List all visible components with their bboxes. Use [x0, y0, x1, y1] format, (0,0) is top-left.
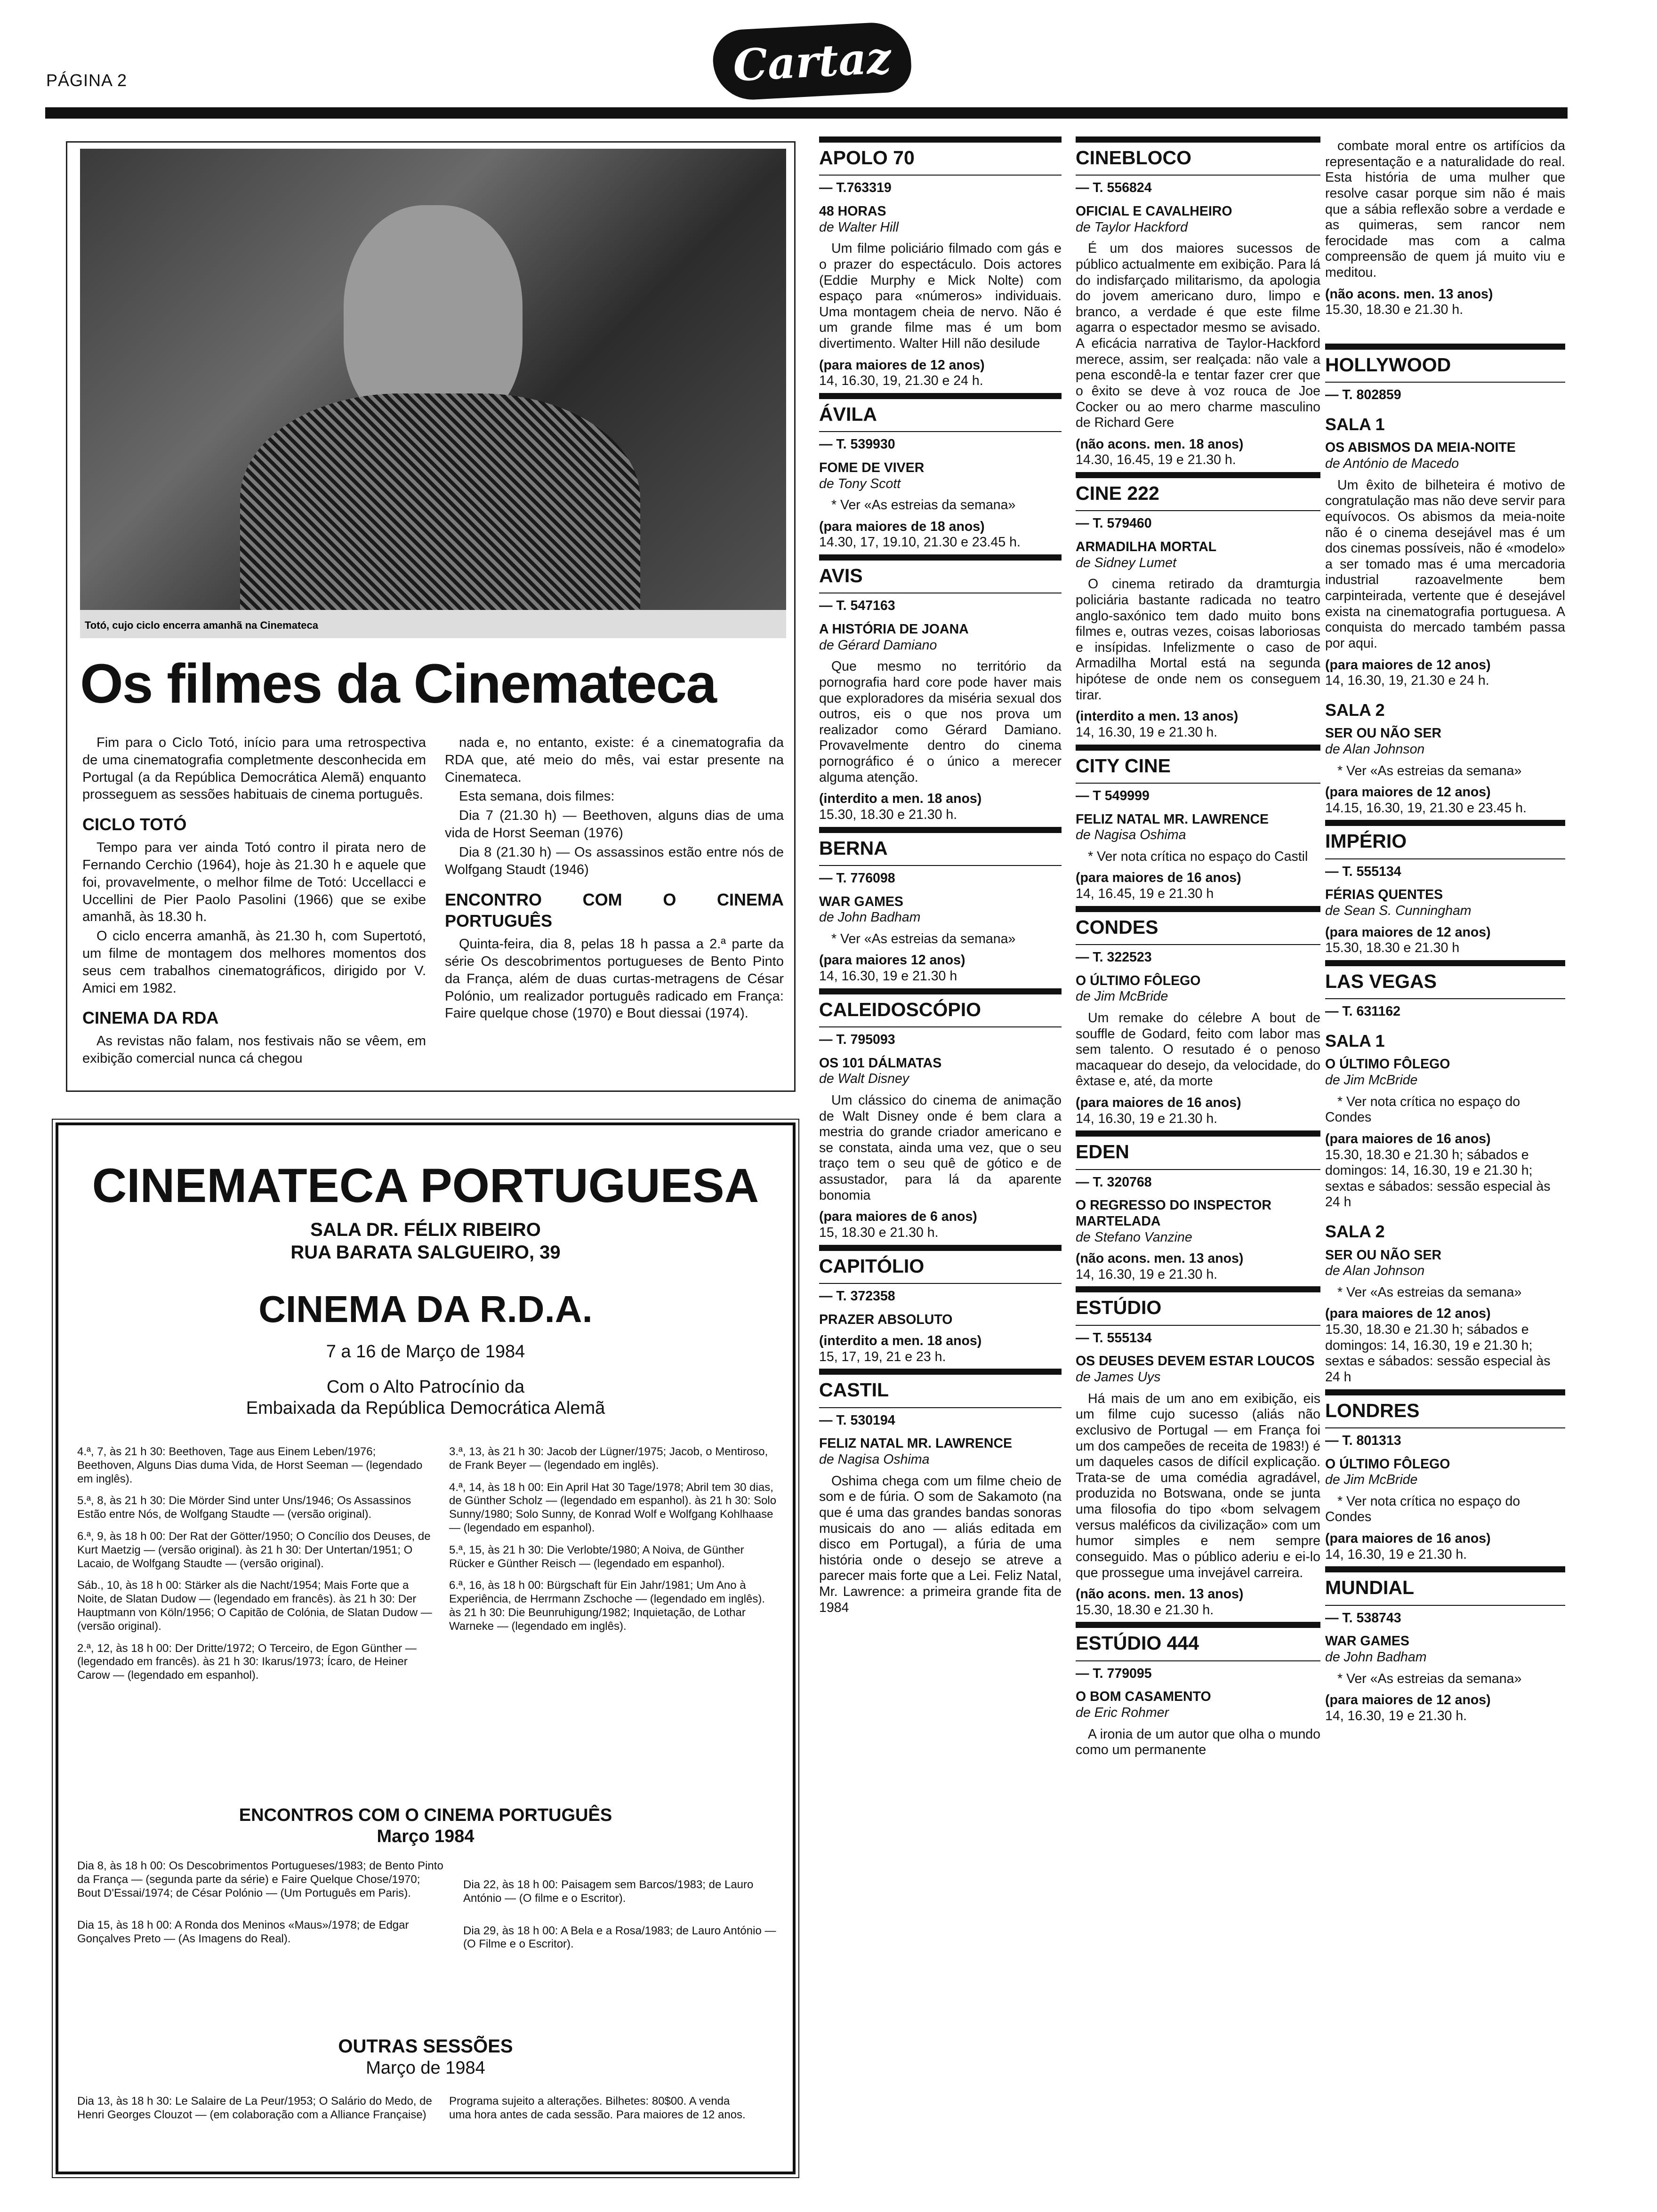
age-rating: (para maiores de 12 anos): [1325, 785, 1491, 800]
program-entry: 5.ª, 8, às 21 h 30: Die Mörder Sind unter Uns/1946; Os Assassinos Estão entre Nós, de Wolfgang Staudte — (versão original).: [77, 1494, 411, 1521]
film-review: Um êxito de bilheteira é motivo de congratulação mas não deve servir para equívocos. Os abismos da meia-noite não é o cinema desejável mas é um dos cinemas possíveis, não é «modelo» a ser tomado mas é uma mercadoria industrial razoavelmente bem carpinteirada, vertente que é desejável exista na cinematografia portuguesa. A conquista do mercado também passa por aqui.: [1325, 477, 1565, 651]
cinema-name: CITY CINE: [1076, 745, 1320, 780]
film-review: Que mesmo no território da pornografia hard core pode haver mais que exploradores da miséria sexual dos outros, eis o que nos prova um realizador como Gérard Damiano. Provavelmente dentro do cinema pornográfico é o único a merecer alguma atenção.: [819, 659, 1062, 785]
showtimes: 14, 16.30, 19, 21.30 e 24 h.: [819, 373, 983, 389]
film-title: FELIZ NATAL MR. LAWRENCE: [1076, 811, 1269, 827]
program-entry: 2.ª, 12, às 18 h 00: Der Dritte/1972; O Terceiro, de Egon Günther — (legendado em francês). às 21 h 30: Ikarus/1973; Ícaro, de Heiner Carow — (legendado em espanhol).: [77, 1642, 417, 1682]
film-director: de Gérard Damiano: [819, 637, 937, 653]
phone-number: — T. 779095: [1076, 1660, 1320, 1682]
age-rating: (para maiores de 16 anos): [1325, 1531, 1491, 1546]
film-director: de John Badham: [819, 910, 921, 925]
showtimes: 14, 16.30, 19 e 21.30 h.: [1325, 1547, 1467, 1562]
age-rating: (para maiores de 6 anos): [819, 1209, 977, 1225]
feature-photo: [80, 149, 786, 638]
cinema-name: CASTIL: [819, 1369, 1062, 1404]
ad-program-left: [77, 1445, 435, 1691]
program-entry: 6.ª, 16, às 18 h 00: Bürgschaft für Ein Jahr/1981; Um Ano à Experiência, de Herrmann Zschoche — (legendado em inglês). às 21 h 30: Die Beunruhigung/1982; Inquietação, de Lothar Warneke — (legendado em inglês).: [449, 1579, 765, 1633]
feature-paragraph: nada e, no entanto, existe: é a cinematografia da RDA que, até meio do mês, vai estar presente na Cinemateca.: [445, 735, 784, 785]
cinema-name: LAS VEGAS: [1325, 960, 1565, 995]
showtimes: 14, 16.30, 19 e 21.30 h.: [1325, 1708, 1467, 1723]
program-entry: Dia 29, às 18 h 00: A Bela e a Rosa/1983; de Lauro António — (O Filme e o Escritor).: [463, 1924, 776, 1951]
film-review: A ironia de um autor que olha o mundo como um permanente: [1076, 1726, 1320, 1758]
feature-subhead: CICLO TOTÓ: [82, 815, 187, 834]
ad-outras-title: OUTRAS SESSÕES: [338, 2036, 513, 2057]
cinema-name: HOLLYWOOD: [1325, 344, 1565, 379]
screen-label: SALA 2: [1325, 700, 1385, 720]
film-title: OFICIAL E CAVALHEIRO: [1076, 204, 1232, 219]
feature-paragraph: As revistas não falam, nos festivais não se vêem, em exibição comercial nunca cá chegou: [82, 1034, 426, 1066]
phone-number: — T. 547163: [819, 593, 1062, 614]
film-director: de Walter Hill: [819, 219, 899, 235]
age-rating: (para maiores de 16 anos): [1325, 1131, 1491, 1146]
film-title: O ÚLTIMO FÔLEGO: [1325, 1456, 1450, 1472]
showtimes: 15.30, 18.30 e 21.30 h.: [1325, 302, 1464, 318]
listing-column-2: [1076, 133, 1320, 1764]
film-title: O BOM CASAMENTO: [1076, 1689, 1211, 1705]
feature-subhead: CINEMA DA RDA: [82, 1008, 219, 1028]
age-rating: (não acons. men. 18 anos): [1076, 436, 1244, 452]
film-director: de Walt Disney: [819, 1071, 909, 1087]
film-title: WAR GAMES: [1325, 1634, 1409, 1649]
feature-col-1: [82, 734, 426, 1069]
film-review: Um clássico do cinema de animação de Walt Disney onde é bem clara a mestria do grande criador americano e se constata, ainda uma vez, que o seu traço tem o seu quê de gótico e de assustador, para lá da aparente bonomia: [819, 1092, 1062, 1203]
feature-paragraph: Quinta-feira, dia 8, pelas 18 h passa a 2.ª parte da série Os descobrimentos portugueses de Bento Pinto da França, além de duas curtas-metragens de César Polónio, um realizador português radicado em França: Faire quelque chose (1970) e Bout diessai (1974).: [445, 937, 784, 1021]
film-review: O cinema retirado da dramturgia policiária bastante radicada no teatro anglo-saxónico tem dado muito bons filmes e, outras vezes, coisas laboriosas e insípidas. Infelizmente o caso de Armadilha Mortal está na segunda hipótese de onde nem os conseguem tirar.: [1076, 577, 1320, 703]
ad-outras-date: Março de 1984: [366, 2058, 485, 2078]
showtimes: 14, 16.30, 19 e 21.30 h.: [1076, 1111, 1218, 1126]
cinemateca-ad: [56, 1122, 796, 2174]
program-entry: 4.ª, 7, às 21 h 30: Beethoven, Tage aus Einem Leben/1976; Beethoven, Alguns Dias duma Vida, de Horst Seeman — (legendado em inglês).: [77, 1445, 423, 1485]
see-note: * Ver «As estreias da semana»: [1337, 1671, 1522, 1686]
film-director: de Sidney Lumet: [1076, 555, 1176, 570]
showtimes: 14.15, 16.30, 19, 21.30 e 23.45 h.: [1325, 800, 1527, 816]
screen-label: SALA 2: [1325, 1222, 1385, 1242]
phone-number: — T. 530194: [819, 1407, 1062, 1429]
phone-number: — T. 776098: [819, 865, 1062, 887]
cinema-name: BERNA: [819, 827, 1062, 862]
film-director: de Jim McBride: [1076, 989, 1168, 1004]
phone-number: — T.763319: [819, 175, 1062, 196]
see-note: * Ver «As estreias da semana»: [831, 931, 1016, 946]
cinema-name: CINE 222: [1076, 472, 1320, 507]
program-entry: 3.ª, 13, às 21 h 30: Jacob der Lügner/1975; Jacob, o Mentiroso, de Frank Beyer — (legendado em inglês).: [449, 1445, 768, 1472]
age-rating: (para maiores 12 anos): [819, 953, 965, 968]
ad-venue-1: SALA DR. FÉLIX RIBEIRO: [310, 1219, 541, 1240]
film-title: O REGRESSO DO INSPECTOR MARTELADA: [1076, 1198, 1271, 1229]
age-rating: (para maiores de 12 anos): [1325, 924, 1491, 940]
phone-number: — T. 801313: [1325, 1427, 1565, 1449]
showtimes: 14.30, 17, 19.10, 21.30 e 23.45 h.: [819, 535, 1021, 550]
phone-number: — T. 579460: [1076, 510, 1320, 532]
showtimes: 15.30, 18.30 e 21.30 h; sábados e domingos: 14, 16.30, 19 e 21.30 h; sextas e sábados: sessão especial às 24 h: [1325, 1322, 1551, 1385]
age-rating: (para maiores de 12 anos): [819, 357, 985, 373]
cinema-name: LONDRES: [1325, 1389, 1565, 1425]
program-entry: Dia 15, às 18 h 00: A Ronda dos Meninos «Maus»/1978; de Edgar Gonçalves Preto — (As Imagens do Real).: [77, 1919, 409, 1946]
film-title: O ÚLTIMO FÔLEGO: [1076, 973, 1201, 988]
feature-paragraph: Esta semana, dois filmes:: [459, 789, 615, 804]
age-rating: (para maiores de 16 anos): [1076, 1095, 1241, 1110]
phone-number: — T. 538743: [1325, 1605, 1565, 1627]
phone-number: — T. 631162: [1325, 998, 1565, 1020]
ad-encontros-title: ENCONTROS COM O CINEMA PORTUGUÊS: [239, 1805, 612, 1825]
film-title: 48 HORAS: [819, 204, 886, 219]
showtimes: 14, 16.30, 19, 21.30 e 24 h.: [1325, 673, 1489, 689]
film-title: FELIZ NATAL MR. LAWRENCE: [819, 1436, 1013, 1451]
film-review: É um dos maiores sucessos de público actualmente em exibição. Para lá do indisfarçado militarismo, da apologia do jovem americano duro, limpo e branco, a verdade é que este filme agarra o espectador mesmo se avisado. A eficácia narrativa de Taylor-Hackford merece, assim, ser realçada: não vale a pena escondê-la e tentar fazer crer que o êxito se deve à voz rouca de Joe Cocker ou ao mero charme masculino de Richard Gere: [1076, 241, 1320, 431]
feature-paragraph: Tempo para ver ainda Totó contro il pirata nero de Fernando Cerchio (1964), hoje às 21.30 h e aquele que foi, provavelmente, o melhor filme de Totó: Uccellacci e Uccellini de Pier Paolo Pasolini (1966) que se exibe amanhã, às 18.30 h.: [82, 840, 426, 925]
ad-program-right: [449, 1445, 779, 1642]
showtimes: 15, 17, 19, 21 e 23 h.: [819, 1349, 946, 1364]
age-rating: (interdito a men. 18 anos): [819, 1333, 982, 1349]
film-review: Um remake do célebre A bout de souffle de Godard, feito com labor mas sem talento. O resutado é o penoso macaquear do desejo, da velocidade, do êxtase e, até, da morte: [1076, 1010, 1320, 1089]
film-review: Há mais de um ano em exibição, eis um filme cujo sucesso (aliás não exclusivo de Portugal — em França foi um dos campeões de receita de 1983!) é um daqueles casos de difícil explicação. Trata-se de uma comédia agradável, produzida no Botswana, onde se junta uma filosofia do tipo «bom selvagem versus maléficos da civilização» com um humor simples e nem sempre conseguido. Mas o público aderiu e ei-lo que prossegue uma invejável carreira.: [1076, 1391, 1320, 1580]
feature-headline: Os filmes da Cinemateca: [80, 653, 716, 715]
ad-venue-2: RUA BARATA SALGUEIRO, 39: [290, 1242, 561, 1263]
ad-encontros-left: [77, 1859, 444, 1965]
feature-paragraph: Fim para o Ciclo Totó, início para uma retrospectiva de uma cinematografia completmente desconhecida em Portugal (a da República Democrática Alemã) enquanto prosseguem as sessões habituais de cinema português.: [82, 735, 426, 802]
film-director: de Jim McBride: [1325, 1073, 1418, 1088]
showtimes: 15.30, 18.30 e 21.30 h: [1325, 940, 1460, 956]
film-title: A HISTÓRIA DE JOANA: [819, 622, 969, 637]
feature-subhead: ENCONTRO COM O CINEMA PORTUGUÊS: [445, 890, 784, 931]
screen-label: SALA 1: [1325, 1031, 1385, 1050]
program-entry: 4.ª, 14, às 18 h 00: Ein April Hat 30 Tage/1978; Abril tem 30 dias, de Günther Scholz — (legendado em espanhol). às 21 h 30: Solo Sunny/1980; Solo Sunny, de Konrad Wolf e Wolfgang Kohlhaase — (legendado em espanhol).: [449, 1481, 777, 1534]
ad-patron-2: Embaixada da República Democrática Alemã: [246, 1398, 605, 1418]
film-title: SER OU NÃO SER: [1325, 726, 1442, 741]
see-note: * Ver «As estreias da semana»: [1337, 1284, 1522, 1300]
phone-number: — T. 555134: [1076, 1325, 1320, 1346]
phone-number: — T 549999: [1076, 783, 1320, 804]
film-title: O ÚLTIMO FÔLEGO: [1325, 1057, 1450, 1072]
film-director: de Tony Scott: [819, 476, 901, 491]
ad-title: CINEMATECA PORTUGUESA: [92, 1159, 759, 1212]
listing-column-1: [819, 133, 1062, 1621]
phone-number: — T. 320768: [1076, 1169, 1320, 1191]
film-title: SER OU NÃO SER: [1325, 1247, 1442, 1263]
ad-patron-1: Com o Alto Patrocínio da: [326, 1377, 525, 1397]
ad-cycle: CINEMA DA R.D.A.: [258, 1288, 593, 1330]
ad-dates: 7 a 16 de Março de 1984: [326, 1342, 525, 1362]
phone-number: — T. 556824: [1076, 175, 1320, 196]
cinema-name: ÁVILA: [819, 393, 1062, 428]
ad-outras-right: Programa sujeito a alterações. Bilhetes: 80$00. A venda uma hora antes de cada sessão. Para maiores de 12 anos.: [449, 2095, 746, 2121]
phone-number: — T. 795093: [819, 1026, 1062, 1048]
photo-caption: Totó, cujo ciclo encerra amanhã na Cinemateca: [85, 619, 318, 631]
cinema-name: ESTÚDIO 444: [1076, 1622, 1320, 1657]
film-director: de Alan Johnson: [1325, 1263, 1425, 1279]
film-director: de Nagisa Oshima: [819, 1452, 930, 1467]
cinema-name: CALEIDOSCÓPIO: [819, 988, 1062, 1024]
listing-column-3-head: [1325, 133, 1565, 322]
feature-paragraph: O ciclo encerra amanhã, às 21.30 h, com Supertotó, um filme de montagem dos melhores momentos dos seus cem trabalhos cinematográficos, dirigido por V. Amici em 1982.: [82, 929, 426, 996]
film-title: FOME DE VIVER: [819, 460, 925, 475]
see-note: * Ver «As estreias da semana»: [831, 497, 1016, 513]
film-director: de Sean S. Cunningham: [1325, 903, 1472, 919]
cinema-name: ESTÚDIO: [1076, 1286, 1320, 1322]
cinema-name: EDEN: [1076, 1130, 1320, 1166]
cinema-name: APOLO 70: [819, 136, 1062, 172]
film-director: de Jim McBride: [1325, 1472, 1418, 1488]
age-rating: (para maiores de 18 anos): [819, 519, 985, 534]
ad-encontros-right: [463, 1878, 783, 1970]
film-director: de Nagisa Oshima: [1076, 827, 1186, 843]
age-rating: (não acons. men. 13 anos): [1076, 1587, 1244, 1602]
cinema-name: AVIS: [819, 554, 1062, 590]
age-rating: (não acons. men. 13 anos): [1325, 286, 1493, 302]
program-entry: 6.ª, 9, às 18 h 00: Der Rat der Götter/1950; O Concílio dos Deuses, de Kurt Maetzig — (versão original). às 21 h 30: Der Untertan/1951; O Lacaio, de Wolfgang Staudte — (versão original).: [77, 1530, 431, 1570]
header-rule: [45, 107, 1568, 119]
showtimes: 15.30, 18.30 e 21.30 h.: [1076, 1602, 1214, 1618]
program-entry: Dia 22, às 18 h 00: Paisagem sem Barcos/1983; de Lauro António — (O filme e o Escritor).: [463, 1878, 754, 1905]
screen-label: SALA 1: [1325, 415, 1385, 434]
feature-paragraph: Dia 8 (21.30 h) — Os assassinos estão entre nós de Wolfgang Staudt (1946): [445, 844, 784, 877]
phone-number: — T. 539930: [819, 431, 1062, 453]
film-director: de Alan Johnson: [1325, 741, 1425, 757]
film-director: de Stefano Vanzine: [1076, 1229, 1192, 1245]
feature-col-2: [445, 734, 784, 1024]
showtimes: 15, 18.30 e 21.30 h.: [819, 1225, 939, 1240]
program-entry: Dia 8, às 18 h 00: Os Descobrimentos Portugueses/1983; de Bento Pinto da França — (segunda parte da série) e Faire Quelque Chose/1970; Bout D'Essai/1974; de César Polónio — (Um Português em Paris).: [77, 1859, 443, 1899]
cartaz-logo: Cartaz: [711, 21, 912, 102]
showtimes: 14, 16.30, 19 e 21.30 h.: [1076, 1266, 1218, 1282]
see-note: * Ver nota crítica no espaço do Condes: [1325, 1493, 1520, 1525]
showtimes: 15.30, 18.30 e 21.30 h.: [819, 807, 957, 822]
cinema-name: CINEBLOCO: [1076, 136, 1320, 172]
phone-number: — T. 372358: [819, 1283, 1062, 1305]
cinema-name: IMPÉRIO: [1325, 820, 1565, 855]
age-rating: (interdito a men. 18 anos): [819, 791, 982, 807]
film-director: de John Badham: [1325, 1649, 1427, 1665]
cinema-name: MUNDIAL: [1325, 1566, 1565, 1602]
cinema-name: CONDES: [1076, 906, 1320, 941]
film-director: de Eric Rohmer: [1076, 1705, 1169, 1720]
showtimes: 14, 16.30, 19 e 21.30 h: [819, 969, 957, 984]
cinema-name: CAPITÓLIO: [819, 1245, 1062, 1280]
review-continuation: combate moral entre os artifícios da representação e a naturalidade do real. Esta história de uma mulher que resolve casar porque sim não é mais que a sábia reflexão sobre a verdade e as quimeras, sem rancor nem ferocidade mas com a calma compreensão de quem já muito viu e meditou.: [1325, 138, 1565, 280]
listing-column-3: [1325, 340, 1565, 1728]
film-title: ARMADILHA MORTAL: [1076, 539, 1217, 554]
film-director: de António de Macedo: [1325, 456, 1459, 472]
film-title: FÉRIAS QUENTES: [1325, 887, 1443, 903]
age-rating: (para maiores de 16 anos): [1076, 870, 1241, 886]
phone-number: — T. 555134: [1325, 858, 1565, 880]
film-title: PRAZER ABSOLUTO: [819, 1312, 953, 1327]
age-rating: (para maiores de 12 anos): [1325, 1306, 1491, 1322]
age-rating: (não acons. men. 13 anos): [1076, 1251, 1244, 1266]
film-director: de Taylor Hackford: [1076, 219, 1188, 235]
film-title: OS 101 DÁLMATAS: [819, 1055, 942, 1071]
page-label: PÁGINA 2: [46, 71, 128, 90]
film-review: Oshima chega com um filme cheio de som e de fúria. O som de Sakamoto (na que é uma das grandes bandas sonoras musicais do ano — aliás editada em disco em Portugal), a fúria de uma história onde o desejo se atreve a parecer mais forte que a Lei. Feliz Natal, Mr. Lawrence: a primeira grande fita de 1984: [819, 1473, 1062, 1615]
ad-outras-left: Dia 13, às 18 h 30: Le Salaire de La Peur/1953; O Salário do Medo, de Henri Georges Clouzot — (em colaboração com a Alliance Française): [77, 2095, 432, 2121]
see-note: * Ver nota crítica no espaço do Condes: [1325, 1094, 1520, 1125]
see-note: * Ver nota crítica no espaço do Castil: [1088, 849, 1308, 864]
program-entry: Sáb., 10, às 18 h 00: Stärker als die Nacht/1954; Mais Forte que a Noite, de Slatan Dudow — (legendado em francês). às 21 h 30: Der Hauptmann von Köln/1956; O Capitão de Colónia, de Slatan Dudow — (versão original).: [77, 1579, 432, 1633]
film-review: Um filme policiário filmado com gás e o prazer do espectáculo. Dois actores (Eddie Murphy e Mick Nolte) com espaço para «números» individuais. Uma montagem cheia de nervo. Não é um grande filme mas é um bom divertimento. Walter Hill não desilude: [819, 241, 1062, 351]
see-note: * Ver «As estreias da semana»: [1337, 763, 1522, 778]
film-title: OS ABISMOS DA MEIA-NOITE: [1325, 440, 1516, 456]
age-rating: (para maiores de 12 anos): [1325, 657, 1491, 673]
showtimes: 14.30, 16.45, 19 e 21.30 h.: [1076, 452, 1236, 468]
showtimes: 14, 16.45, 19 e 21.30 h: [1076, 886, 1214, 901]
phone-number: — T. 802859: [1325, 382, 1565, 403]
age-rating: (interdito a men. 13 anos): [1076, 709, 1239, 724]
film-title: WAR GAMES: [819, 894, 903, 909]
age-rating: (para maiores de 12 anos): [1325, 1692, 1491, 1708]
program-entry: 5.ª, 15, às 21 h 30: Die Verlobte/1980; A Noiva, de Günther Rücker e Günther Reisch — (legendado em espanhol).: [449, 1543, 744, 1570]
film-title: OS DEUSES DEVEM ESTAR LOUCOS: [1076, 1354, 1315, 1369]
feature-paragraph: Dia 7 (21.30 h) — Beethoven, alguns dias de uma vida de Horst Seeman (1976): [445, 808, 784, 841]
showtimes: 15.30, 18.30 e 21.30 h; sábados e domingos: 14, 16.30, 19 e 21.30 h; sextas e sábados: sessão especial às 24 h: [1325, 1147, 1551, 1210]
film-director: de James Uys: [1076, 1370, 1161, 1385]
showtimes: 14, 16.30, 19 e 21.30 h.: [1076, 724, 1218, 740]
phone-number: — T. 322523: [1076, 944, 1320, 966]
ad-encontros-date: Março 1984: [377, 1827, 475, 1846]
